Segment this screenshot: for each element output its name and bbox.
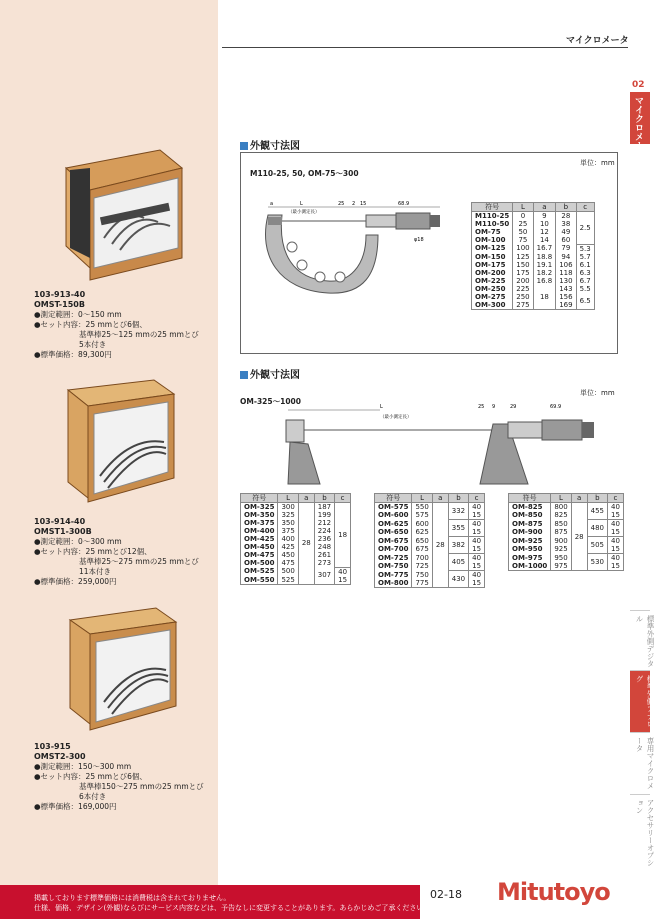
table-cell: 332: [448, 503, 468, 520]
table-cell: 200: [513, 277, 533, 285]
table-cell: OM-925: [509, 537, 551, 546]
section2-title: 外観寸法図: [240, 366, 300, 381]
section1-subtitle: M110-25, 50, OM-75～300: [250, 169, 359, 178]
table-cell: 505: [587, 537, 607, 554]
table-cell: OM-325: [241, 503, 278, 512]
dim-min: （最小測定長）: [288, 210, 320, 215]
dim-69-9: 69.9: [550, 404, 562, 410]
micrometer-set-case-image-3: [64, 606, 188, 738]
table-cell: 236: [314, 535, 334, 543]
table-cell: 94: [556, 253, 576, 261]
table-cell: 18.2: [533, 269, 556, 277]
table-cell: 118: [556, 269, 576, 277]
table-cell: 106: [556, 261, 576, 269]
table-cell: [533, 301, 556, 310]
table-row: [472, 244, 595, 253]
table-cell: 38: [556, 220, 576, 228]
table-cell: OM-425: [241, 535, 278, 543]
table-cell: 6.7: [576, 277, 594, 285]
table-cell: OM-175: [472, 261, 513, 269]
table-cell: 475: [278, 559, 298, 567]
table-cell: 5.5: [576, 285, 594, 293]
chapter-label: マイクロメータ: [633, 96, 643, 159]
table-cell: 28: [556, 212, 576, 221]
table-cell: OM-500: [241, 559, 278, 567]
table-row: [241, 535, 351, 543]
table-cell: 25: [513, 220, 533, 228]
table-row: [509, 554, 624, 563]
table-cell: 12: [533, 228, 556, 236]
table-cell: 169: [556, 301, 576, 310]
table-row: [375, 503, 485, 512]
dim-2: 2: [352, 201, 356, 207]
table-cell: 450: [278, 551, 298, 559]
table-cell: 625: [412, 528, 432, 537]
micrometer-set-case-image-1: [60, 148, 188, 288]
footer-notes: 掲載しております標準価格には消費税は含まれておりません。 仕様、価格、デザイン(外観)ならびにサービス内容などは、予告なしに変更することがあります。あらかじめご了承ください。: [34, 894, 431, 912]
table-row: [241, 527, 351, 535]
table-cell: 40: [607, 554, 623, 563]
table-cell: 0: [513, 212, 533, 221]
table-row: [472, 212, 595, 221]
table-cell: OM-1000: [509, 562, 551, 571]
table-cell: 40: [469, 503, 485, 512]
dim-L: L: [380, 404, 383, 410]
table-row: [241, 543, 351, 551]
tab-special-micrometer[interactable]: 専用マイクロメータ: [630, 732, 650, 795]
table-cell: 225: [513, 285, 533, 293]
table-cell: OM-75: [472, 228, 513, 236]
table-cell: 725: [412, 562, 432, 571]
table-cell: 575: [412, 511, 432, 520]
table-cell: 375: [278, 527, 298, 535]
table-row: [472, 277, 595, 285]
table-cell: 530: [587, 554, 607, 571]
section2-spec-table-2: 符号 L a b c OM-575 550 28 332 40 OM-600 575 15 OM-625 600 355 40 OM-650 625 15 OM-675 650 382 40 OM-700 675 15 OM-725 700 405 40 OM-750 725 15 OM-775 750 430 40 OM-800 775 15: [374, 493, 485, 588]
table-cell: 15: [607, 528, 623, 537]
table-cell: 130: [556, 277, 576, 285]
table-cell: OM-450: [241, 543, 278, 551]
table-cell: OM-275: [472, 293, 513, 301]
bullet-square-icon: [240, 371, 248, 379]
chapter-number: 02: [632, 80, 645, 90]
table-row: [375, 537, 485, 546]
table-cell: 143: [556, 285, 576, 293]
table-cell: 307: [314, 567, 334, 584]
table-cell: 14: [533, 236, 556, 244]
table-cell: 430: [448, 571, 468, 588]
tab-accessories[interactable]: アクセサリーオプション: [630, 794, 650, 867]
table-cell: 199: [314, 511, 334, 519]
table-cell: 9: [533, 212, 556, 221]
table-cell: M110-25: [472, 212, 513, 221]
table-cell: 40: [469, 571, 485, 580]
table-cell: 19.1: [533, 261, 556, 269]
dim-15: 15: [360, 201, 367, 207]
table-cell: 187: [314, 503, 334, 512]
table-row: [472, 285, 595, 293]
dim-25: 25: [478, 404, 485, 410]
table-cell: 15: [469, 562, 485, 571]
table-cell: OM-350: [241, 511, 278, 519]
table-cell: OM-825: [509, 503, 551, 512]
table-cell: 15: [469, 511, 485, 520]
table-row: [375, 554, 485, 563]
table-row: [241, 576, 351, 585]
table-cell: 49: [556, 228, 576, 236]
table-cell: 675: [412, 545, 432, 554]
table-row: [375, 579, 485, 588]
table-cell: 18: [533, 293, 556, 301]
table-cell: OM-375: [241, 519, 278, 527]
table-cell: OM-475: [241, 551, 278, 559]
table-cell: 300: [278, 503, 298, 512]
table-cell: 500: [278, 567, 298, 576]
table-cell: 875: [551, 528, 571, 537]
table-row: [472, 236, 595, 244]
table-cell: OM-975: [509, 554, 551, 563]
table-cell: OM-700: [375, 545, 412, 554]
product-2-code: 103-914-40 OMST1-300B: [34, 517, 92, 536]
table-cell: OM-600: [375, 511, 412, 520]
table-cell: 60: [556, 236, 576, 244]
table-cell: 15: [607, 511, 623, 520]
table-cell: OM-950: [509, 545, 551, 554]
table-cell: OM-525: [241, 567, 278, 576]
table-cell: 224: [314, 527, 334, 535]
table-cell: OM-300: [472, 301, 513, 310]
table-cell: 355: [448, 520, 468, 537]
section2-drawing: [268, 404, 618, 486]
table-cell: 15: [607, 545, 623, 554]
table-cell: OM-225: [472, 277, 513, 285]
table-cell: 28: [571, 503, 587, 571]
table-cell: 250: [513, 293, 533, 301]
table-cell: 79: [556, 244, 576, 253]
table-cell: 15: [469, 528, 485, 537]
table-cell: 40: [335, 567, 351, 576]
product-1-code: 103-913-40 OMST-150B: [34, 290, 86, 309]
section1-spec-table: 符号 L a b c M110-25 0 9 28 2.5 M110-50 25 10 38 OM-75 50 12 49 OM-100 75 14 60 OM-125 100 16.7 79 5.3 OM-150 125 18.8 94 5.7 OM-175 150 19.1 106 6.1 OM-200 175 18.2 118 6.3 OM-225 200 16.8 130 6.7 OM-250 225 143 5.5 OM-275 250 18 156 6.5 OM-300 275 169: [471, 202, 595, 310]
table-cell: 925: [551, 545, 571, 554]
table-cell: 325: [278, 511, 298, 519]
table-cell: OM-800: [375, 579, 412, 588]
table-row: [472, 228, 595, 236]
table-row: [375, 571, 485, 580]
table-cell: 150: [513, 261, 533, 269]
table-cell: 275: [513, 301, 533, 310]
table-cell: OM-750: [375, 562, 412, 571]
table-cell: 261: [314, 551, 334, 559]
table-row: [509, 537, 624, 546]
micrometer-set-case-image-2: [64, 378, 188, 510]
table-cell: 175: [513, 269, 533, 277]
table-cell: 40: [607, 503, 623, 512]
table-cell: 5.3: [576, 244, 594, 253]
table-row: [375, 520, 485, 529]
table-cell: 40: [469, 554, 485, 563]
table-cell: OM-200: [472, 269, 513, 277]
table-cell: 15: [607, 562, 623, 571]
dim-L: L: [300, 201, 303, 207]
section2-unit: 単位：mm: [580, 389, 615, 397]
table-row: [472, 293, 595, 301]
table-cell: 15: [469, 545, 485, 554]
table-row: [375, 528, 485, 537]
table-row: [241, 551, 351, 559]
table-cell: 212: [314, 519, 334, 527]
table-cell: 40: [607, 537, 623, 546]
table-cell: 16.7: [533, 244, 556, 253]
section1-unit: 単位：mm: [580, 159, 615, 167]
dim-29: 29: [510, 404, 517, 410]
table-cell: 775: [412, 579, 432, 588]
table-cell: 550: [412, 503, 432, 512]
table-row: [241, 503, 351, 512]
table-cell: 15: [469, 579, 485, 588]
table-cell: 600: [412, 520, 432, 529]
dim-9: 9: [492, 404, 496, 410]
table-row: [472, 253, 595, 261]
table-row: [472, 261, 595, 269]
dim-25: 25: [338, 201, 345, 207]
table-cell: 5.7: [576, 253, 594, 261]
table-cell: OM-675: [375, 537, 412, 546]
table-cell: OM-550: [241, 576, 278, 585]
tab-standard-analog[interactable]: 標準外側アナログ: [630, 670, 650, 733]
mitutoyo-logo: Mitutoyo: [497, 878, 610, 906]
table-cell: OM-625: [375, 520, 412, 529]
dim-phi18: φ18: [414, 237, 424, 243]
table-cell: OM-850: [509, 511, 551, 520]
table-cell: 650: [412, 537, 432, 546]
table-cell: OM-100: [472, 236, 513, 244]
table-cell: 525: [278, 576, 298, 585]
table-cell: 350: [278, 519, 298, 527]
table-cell: OM-250: [472, 285, 513, 293]
table-cell: 975: [551, 562, 571, 571]
table-cell: 28: [298, 503, 314, 585]
table-cell: OM-400: [241, 527, 278, 535]
table-cell: 6.5: [576, 293, 594, 310]
table-cell: 400: [278, 535, 298, 543]
table-cell: 6.1: [576, 261, 594, 269]
table-cell: 40: [469, 537, 485, 546]
table-cell: 6.3: [576, 269, 594, 277]
table-cell: 950: [551, 554, 571, 563]
product-3-code: 103-915 OMST2-300: [34, 742, 86, 761]
table-cell: 800: [551, 503, 571, 512]
table-cell: 850: [551, 520, 571, 529]
product-3-specs: ●測定範囲：150～300 mm ●セット内容：25 mmとび6個、 基準棒150～275 mmの25 mmとび 6本付き ●標準価格：169,000円: [34, 762, 204, 811]
table-row: [472, 220, 595, 228]
table-cell: 700: [412, 554, 432, 563]
table-cell: 750: [412, 571, 432, 580]
table-row: [241, 511, 351, 519]
section1-drawing: [248, 195, 448, 305]
table-row: [472, 269, 595, 277]
table-cell: 40: [607, 520, 623, 529]
table-row: [241, 567, 351, 576]
section2-spec-table-1: 符号 L a b c OM-325 300 28 187 18 OM-350 325 199 OM-375 350 212 OM-400 375 224 OM-425 400 236 OM-450 425 248 OM-475 450 261 OM-500 475 273 OM-525 500 307 40 OM-550 525 15: [240, 493, 351, 585]
table-cell: 248: [314, 543, 334, 551]
table-cell: 900: [551, 537, 571, 546]
table-cell: OM-775: [375, 571, 412, 580]
table-cell: 455: [587, 503, 607, 520]
table-row: [375, 511, 485, 520]
table-cell: 382: [448, 537, 468, 554]
table-row: [241, 519, 351, 527]
dim-min: （最小測定長）: [380, 415, 412, 420]
table-cell: M110-50: [472, 220, 513, 228]
table-cell: 125: [513, 253, 533, 261]
section2-spec-table-3: 符号 L a b c OM-825 800 28 455 40 OM-850 825 15 OM-875 850 480 40 OM-900 875 15 OM-925 900 505 40 OM-950 925 15 OM-975 950 530 40 OM-1000 975 15: [508, 493, 624, 571]
section2-subtitle: OM-325～1000: [240, 397, 301, 406]
table-cell: 156: [556, 293, 576, 301]
table-cell: 405: [448, 554, 468, 571]
product-2-specs: ●測定範囲：0～300 mm ●セット内容：25 mmとび12個、 基準棒25～275 mmの25 mmとび 11本付き ●標準価格：259,000円: [34, 537, 199, 586]
table-cell: 2.5: [576, 212, 594, 245]
table-cell: 18: [335, 503, 351, 568]
table-cell: 40: [469, 520, 485, 529]
table-cell: 16.8: [533, 277, 556, 285]
product-1-specs: ●測定範囲：0～150 mm ●セット内容：25 mmとび6個、 基準棒25～125 mmの25 mmとび 5本付き ●標準価格：89,300円: [34, 310, 199, 359]
tab-standard-digital[interactable]: 標準外側デジタル: [630, 610, 650, 671]
page-number: 02-18: [430, 888, 462, 901]
table-cell: 425: [278, 543, 298, 551]
table-cell: [533, 285, 556, 293]
table-cell: OM-725: [375, 554, 412, 563]
page-header-title: マイクロメータ: [566, 36, 629, 46]
table-row: [509, 503, 624, 512]
dim-a: a: [270, 201, 274, 207]
table-cell: 18.8: [533, 253, 556, 261]
table-cell: 10: [533, 220, 556, 228]
table-cell: OM-650: [375, 528, 412, 537]
table-row: [472, 301, 595, 310]
bullet-square-icon: [240, 142, 248, 150]
table-row: [375, 562, 485, 571]
table-cell: OM-900: [509, 528, 551, 537]
table-cell: 75: [513, 236, 533, 244]
table-cell: OM-875: [509, 520, 551, 529]
section1-title: 外観寸法図: [240, 137, 300, 152]
table-cell: 15: [335, 576, 351, 585]
table-cell: 273: [314, 559, 334, 567]
table-cell: OM-575: [375, 503, 412, 512]
table-cell: 825: [551, 511, 571, 520]
table-cell: 480: [587, 520, 607, 537]
header-rule: [222, 47, 628, 48]
table-cell: OM-125: [472, 244, 513, 253]
table-cell: 28: [432, 503, 448, 588]
table-row: [375, 545, 485, 554]
table-row: [509, 520, 624, 529]
table-row: [241, 559, 351, 567]
table-cell: 50: [513, 228, 533, 236]
dim-68-9: 68.9: [398, 201, 410, 207]
table-cell: 100: [513, 244, 533, 253]
table-cell: OM-150: [472, 253, 513, 261]
